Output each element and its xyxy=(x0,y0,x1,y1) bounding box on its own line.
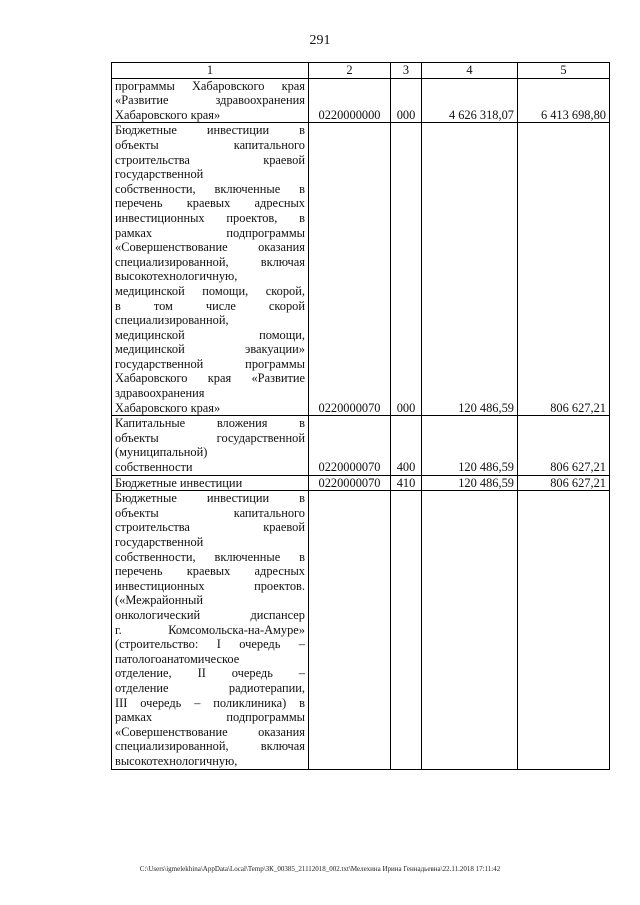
description-line: высокотехнологичную, xyxy=(115,753,238,768)
row-description xyxy=(112,475,309,491)
amount-col5 xyxy=(518,491,610,769)
table-row xyxy=(112,78,610,123)
amount-col4: 120 486,59 xyxy=(422,416,518,475)
description-line: специализированной, включая xyxy=(115,254,305,269)
description-line: государственной программы xyxy=(115,356,305,371)
description-line: инвестиционных проектов, в xyxy=(115,210,305,225)
row-description xyxy=(112,123,309,416)
description-line: специализированной, включая xyxy=(115,739,305,754)
amount-col5: 806 627,21 xyxy=(518,416,610,475)
description-line: г. Комсомольска-на-Амуре» xyxy=(115,622,305,637)
file-path-footer: C:\Users\igmelekhina\AppData\Local\Temp\ЗК_00385_21112018_002.txt\Мелехина Ирина Геннадьевна\22.11.2018 17:11:42 xyxy=(139,865,501,873)
target-article-code xyxy=(309,491,391,769)
table-body xyxy=(112,78,610,769)
description-line: Бюджетные инвестиции в xyxy=(115,123,305,138)
target-article-code: 0220000070 xyxy=(309,123,391,416)
row-description xyxy=(112,78,309,123)
table-row xyxy=(112,416,610,475)
description-line: перечень краевых адресных xyxy=(115,196,305,211)
description-line: медицинской помощи, xyxy=(115,327,305,342)
target-article-code: 0220000070 xyxy=(309,416,391,475)
table-row xyxy=(112,475,610,491)
page-number: 291 xyxy=(309,33,331,48)
description-line: медицинской помощи, скорой, xyxy=(115,283,305,298)
description-line: в том числе скорой xyxy=(115,298,305,313)
description-line: объекты капитального xyxy=(115,505,305,520)
description-line: высокотехнологичную, xyxy=(115,269,238,284)
expense-type-code: 000 xyxy=(391,78,422,123)
expense-type-code: 410 xyxy=(391,475,422,491)
amount-col4: 120 486,59 xyxy=(422,475,518,491)
expense-type-code: 000 xyxy=(391,123,422,416)
description-line: медицинской эвакуации» xyxy=(115,342,305,357)
row-description xyxy=(112,416,309,475)
expense-type-code: 400 xyxy=(391,416,422,475)
description-line: государственной xyxy=(115,535,204,549)
expense-type-code xyxy=(391,491,422,769)
description-line: III очередь – поликлиника) в xyxy=(115,695,305,710)
target-article-code: 0220000000 xyxy=(309,78,391,123)
description-line: рамках подпрограммы xyxy=(115,225,305,240)
column-header: 1 xyxy=(112,63,309,79)
description-line: строительства краевой xyxy=(115,152,305,167)
description-line: (строительство: I очередь – xyxy=(115,637,305,652)
description-line: (муниципальной) xyxy=(115,445,208,460)
amount-col5: 6 413 698,80 xyxy=(518,78,610,123)
description-line: Хабаровского края «Развитие xyxy=(115,371,305,386)
description-line: Бюджетные инвестиции в xyxy=(115,491,305,506)
row-description xyxy=(112,491,309,769)
column-header: 5 xyxy=(518,63,610,79)
description-line: «Совершенствование оказания xyxy=(115,724,305,739)
amount-col4: 4 626 318,07 xyxy=(422,78,518,123)
table-row xyxy=(112,123,610,416)
description-line: Капитальные вложения в xyxy=(115,416,305,431)
table-row xyxy=(112,491,610,769)
amount-col5: 806 627,21 xyxy=(518,475,610,491)
description-line: инвестиционных проектов. xyxy=(115,578,305,593)
column-header: 2 xyxy=(309,63,391,79)
description-line: строительства краевой xyxy=(115,520,305,535)
description-line: Хабаровского края» xyxy=(115,107,221,122)
description-line: патологоанатомическое xyxy=(115,651,240,666)
description-line: рамках подпрограммы xyxy=(115,710,305,725)
description-line: Бюджетные инвестиции xyxy=(115,475,243,490)
budget-table xyxy=(111,62,610,770)
amount-col4 xyxy=(422,491,518,769)
description-line: программы Хабаровского края xyxy=(115,78,305,93)
description-line: перечень краевых адресных xyxy=(115,564,305,579)
description-line: собственности, включенные в xyxy=(115,181,305,196)
description-line: отделение, II очередь – xyxy=(115,666,305,681)
table-header-row xyxy=(112,63,610,79)
description-line: государственной xyxy=(115,167,204,182)
description-line: собственности xyxy=(115,460,193,475)
description-line: онкологический диспансер xyxy=(115,607,305,622)
description-line: специализированной, xyxy=(115,313,229,328)
description-line: Хабаровского края» xyxy=(115,400,221,415)
amount-col4: 120 486,59 xyxy=(422,123,518,416)
description-line: («Межрайонный xyxy=(115,593,203,608)
description-line: собственности, включенные в xyxy=(115,549,305,564)
amount-col5: 806 627,21 xyxy=(518,123,610,416)
column-header: 3 xyxy=(391,63,422,79)
description-line: здравоохранения xyxy=(115,386,205,401)
description-line: объекты капитального xyxy=(115,137,305,152)
description-line: отделение радиотерапии, xyxy=(115,680,305,695)
column-header: 4 xyxy=(422,63,518,79)
target-article-code: 0220000070 xyxy=(309,475,391,491)
description-line: объекты государственной xyxy=(115,430,305,445)
description-line: «Совершенствование оказания xyxy=(115,240,305,255)
description-line: «Развитие здравоохранения xyxy=(115,93,305,108)
